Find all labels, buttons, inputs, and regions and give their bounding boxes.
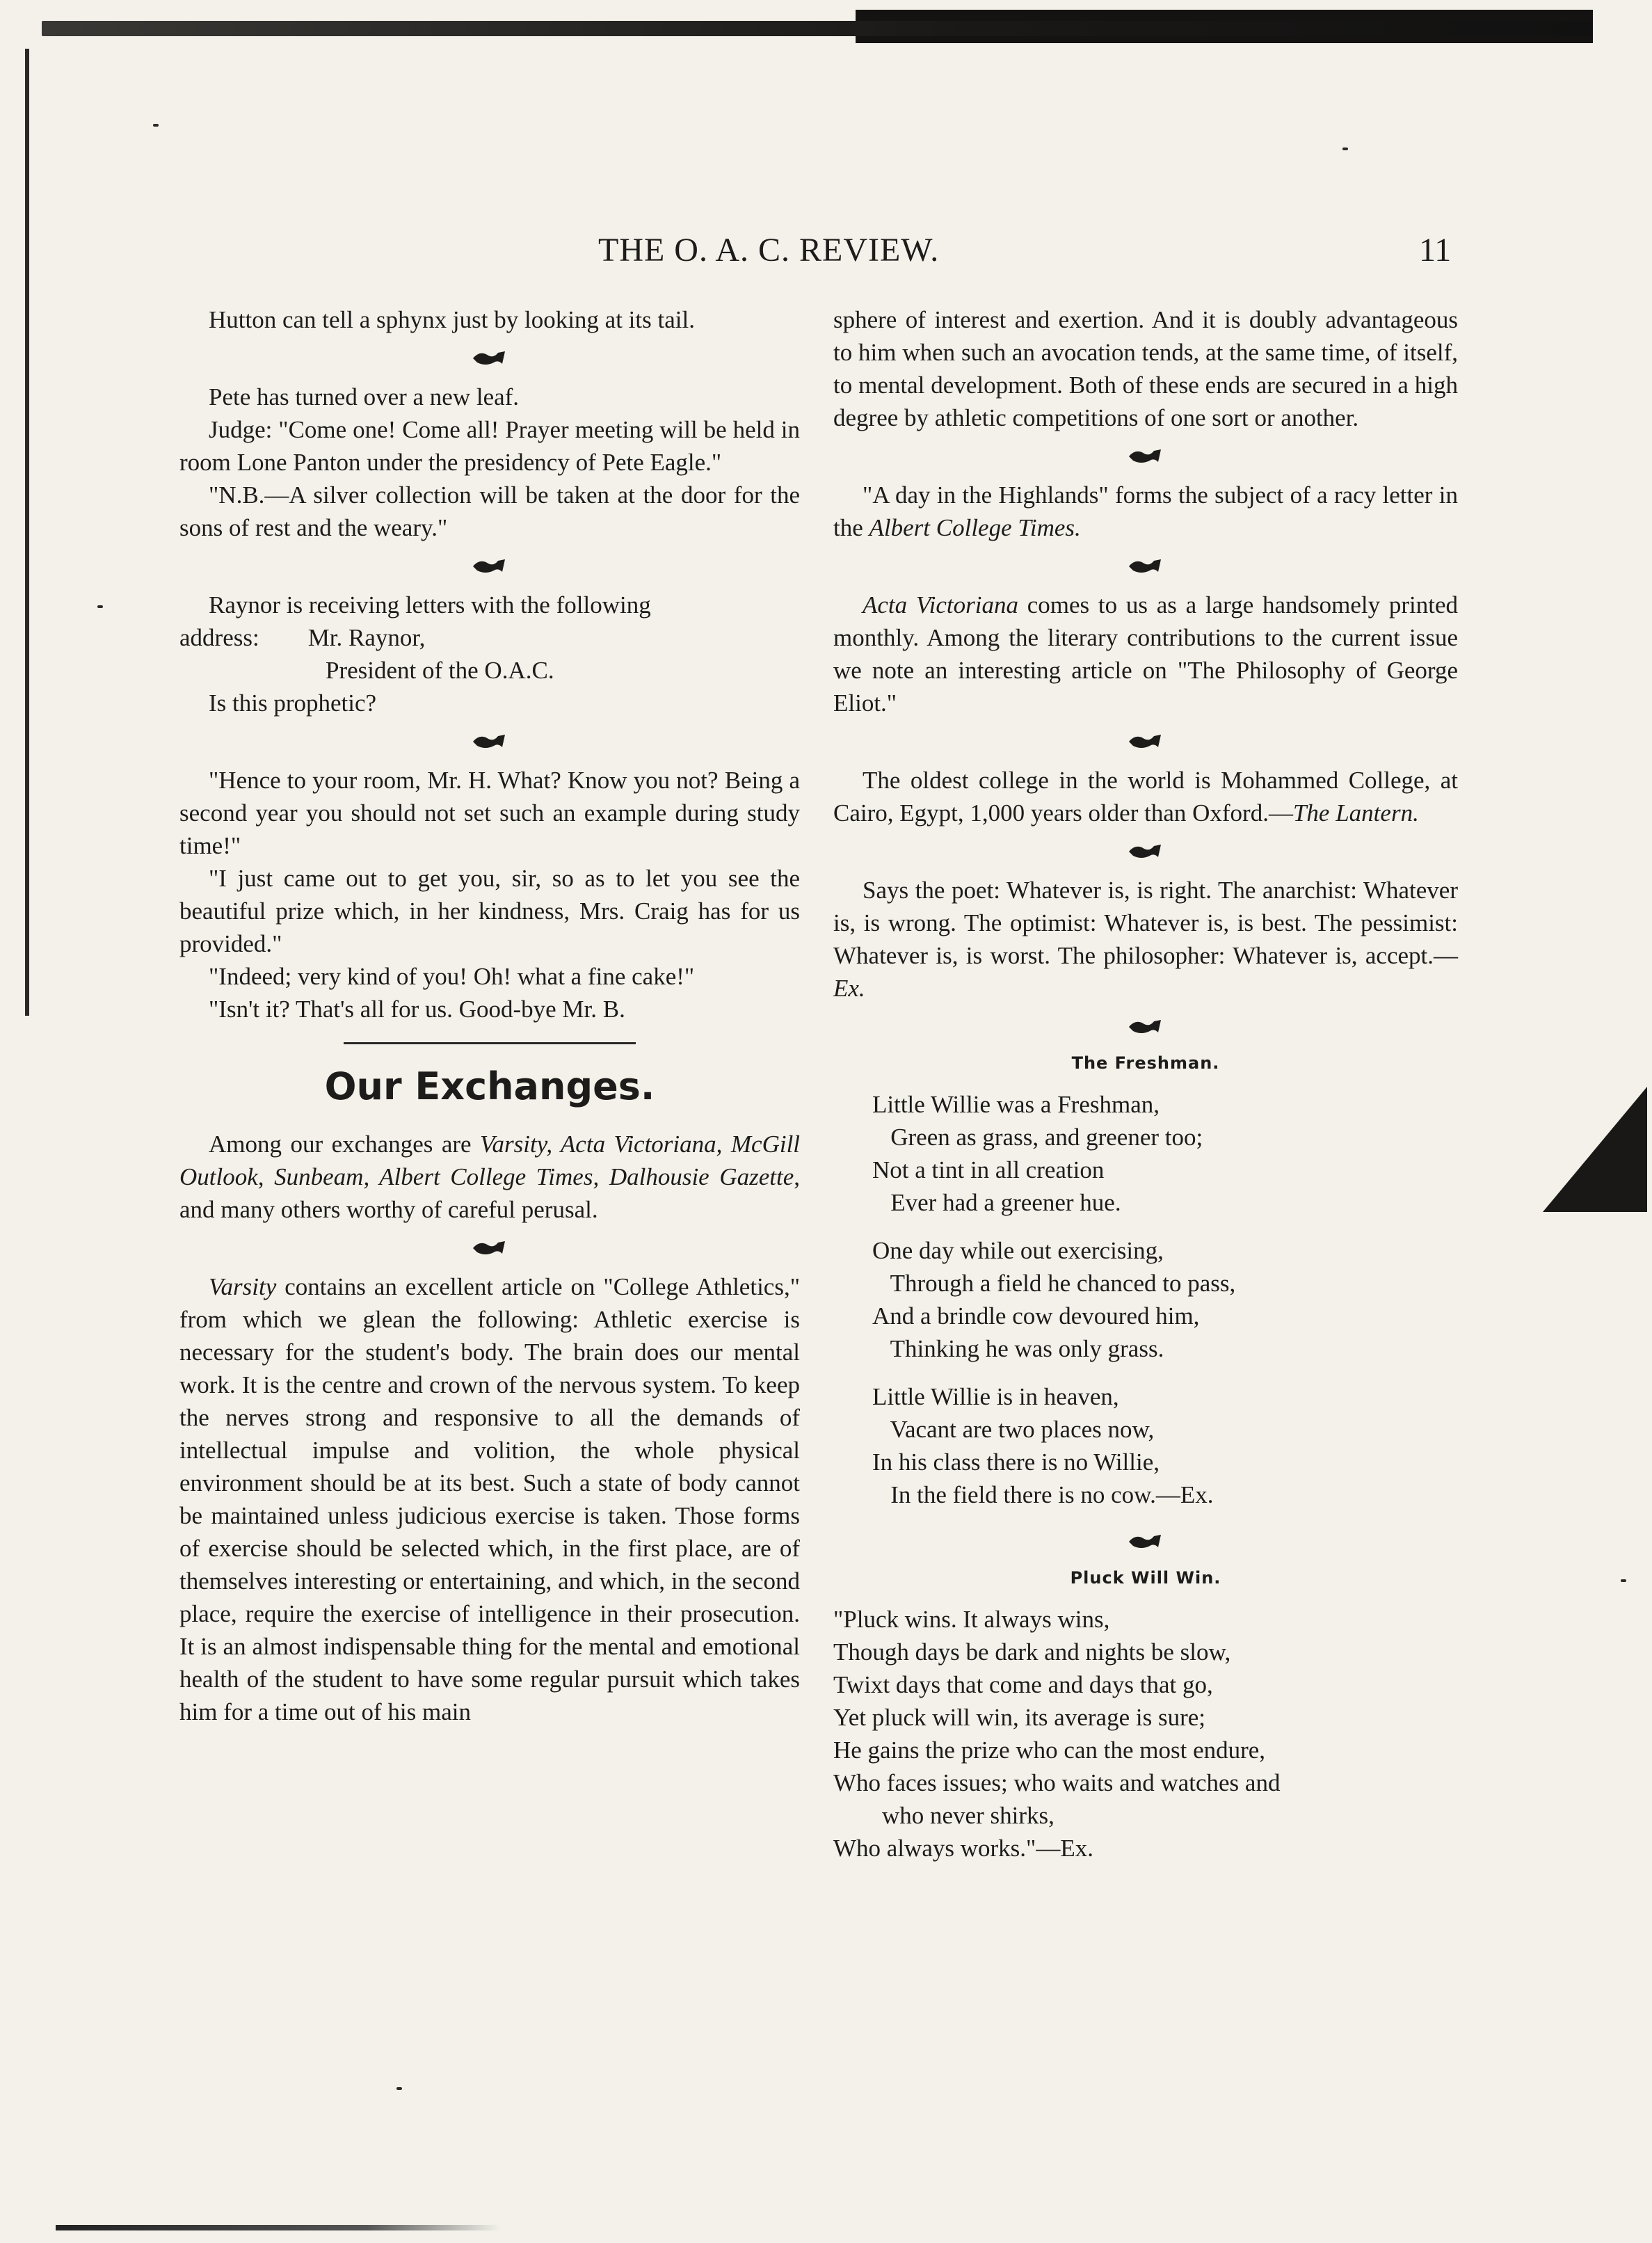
poem-line: Green as grass, and greener too; xyxy=(872,1124,1203,1151)
page-corner-fold xyxy=(1543,1087,1647,1212)
printer-ornament-icon xyxy=(470,726,509,754)
poem-line: Yet pluck will win, its average is sure; xyxy=(833,1704,1205,1731)
left-column xyxy=(179,303,800,1728)
poem-pluck-will-win xyxy=(833,1603,1458,1865)
paragraph: "N.B.—A silver collection will be taken at the door for the sons of rest and the weary." xyxy=(179,481,800,541)
scan-edge-left xyxy=(25,49,29,1016)
poem-line: In the field there is no cow.—Ex. xyxy=(872,1481,1214,1508)
poem-line: Little Willie is in heaven, xyxy=(872,1383,1119,1410)
speck xyxy=(97,605,103,608)
poem-line: One day while out exercising, xyxy=(872,1237,1164,1264)
poem-line: And a brindle cow devoured him, xyxy=(872,1302,1200,1330)
section-rule xyxy=(344,1042,636,1044)
italic-run: Ex. xyxy=(833,975,865,1002)
paragraph: Is this prophetic? xyxy=(209,689,377,717)
scan-edge-bottom xyxy=(56,2225,501,2230)
address-line: Raynor is receiving letters with the following xyxy=(209,591,651,618)
poem-line: who never shirks, xyxy=(833,1802,1054,1829)
stanza xyxy=(872,1088,1458,1219)
printer-ornament-icon xyxy=(1126,1526,1165,1554)
paragraph: Judge: "Come one! Come all! Prayer meeting will be held in room Lone Panton under the presidency of Pete Eagle." xyxy=(179,416,800,476)
italic-run: Varsity xyxy=(209,1273,277,1300)
stanza xyxy=(872,1234,1458,1365)
text-run: Among our exchanges are xyxy=(209,1131,481,1158)
poem-line: Twixt days that come and days that go, xyxy=(833,1671,1213,1698)
paragraph: "I just came out to get you, sir, so as to let you see the beautiful prize which, in her kindness, Mrs. Craig has for us provided." xyxy=(179,865,800,957)
text-run: comes to us as a large handsomely printed monthly. Among the literary contributions to the current issue we note an interesting article on "The Philosophy of George Eliot." xyxy=(833,591,1458,717)
text-run: "A day in the Highlands" forms the subject of a racy letter in the xyxy=(833,481,1458,541)
paragraph: "Isn't it? That's all for us. Good-bye Mr. B. xyxy=(209,996,625,1023)
address-line: President of the O.A.C. xyxy=(179,657,554,684)
text-run: Says the poet: Whatever is, is right. The anarchist: Whatever is, is wrong. The optimist: Whatever is, is best. The pessimist: Whatever is, is worst. The philosopher: Whatever is, accept.— xyxy=(833,877,1458,969)
printer-ornament-icon xyxy=(1126,441,1165,469)
poem-line: Little Willie was a Freshman, xyxy=(872,1091,1160,1118)
poem-title: The Freshman. xyxy=(1071,1053,1220,1073)
stanza xyxy=(872,1380,1458,1511)
poem-line: "Pluck wins. It always wins, xyxy=(833,1606,1110,1633)
paragraph: Hutton can tell a sphynx just by looking at its tail. xyxy=(209,306,695,333)
address-block xyxy=(179,589,800,687)
text-run: The oldest college in the world is Mohammed College, at Cairo, Egypt, 1,000 years older than Oxford.— xyxy=(833,767,1458,827)
poem-line: Ever had a greener hue. xyxy=(872,1189,1121,1216)
italic-run: Varsity, Acta Victoriana, McGill Outlook, Sunbeam, Albert College Times, Dalhousie Gazette xyxy=(179,1131,801,1190)
right-column xyxy=(833,303,1458,1865)
poem-line: Thinking he was only grass. xyxy=(872,1335,1164,1362)
printer-ornament-icon xyxy=(470,551,509,579)
paragraph: Pete has turned over a new leaf. xyxy=(209,383,520,410)
poem-line: Who faces issues; who waits and watches and xyxy=(833,1769,1281,1796)
italic-run: The Lantern. xyxy=(1292,799,1419,827)
poem-line: Vacant are two places now, xyxy=(872,1416,1155,1443)
section-heading: Our Exchanges. xyxy=(324,1064,655,1108)
speck xyxy=(396,2087,402,2090)
poem-title: Pluck Will Win. xyxy=(1070,1568,1221,1588)
poem-line: Through a field he chanced to pass, xyxy=(872,1270,1236,1297)
text-run: , and many others worthy of careful perusal. xyxy=(179,1163,800,1223)
italic-run: Acta Victoriana xyxy=(863,591,1018,618)
speck xyxy=(1621,1579,1626,1582)
scan-edge-top xyxy=(42,21,1593,36)
printer-ornament-icon xyxy=(1126,726,1165,754)
printer-ornament-icon xyxy=(1126,1012,1165,1039)
paragraph xyxy=(833,764,1458,829)
poem-line: He gains the prize who can the most endure, xyxy=(833,1737,1266,1764)
printer-ornament-icon xyxy=(1126,551,1165,579)
speck xyxy=(153,124,159,127)
italic-run: Albert College Times. xyxy=(869,514,1081,541)
page-number: 11 xyxy=(1419,232,1452,269)
printer-ornament-icon xyxy=(470,343,509,371)
speck xyxy=(1342,147,1348,150)
paragraph xyxy=(179,1128,800,1226)
paragraph xyxy=(179,1270,800,1728)
running-header: THE O. A. C. REVIEW. xyxy=(598,232,940,269)
poem-freshman xyxy=(833,1088,1458,1511)
paragraph xyxy=(833,589,1458,719)
paragraph xyxy=(833,874,1458,1005)
text-run: contains an excellent article on "College Athletics," from which we glean the following: Athletic exercise is necessary for the student's body. The brain does our mental work. It is the centre and crown of the nervous system. To keep the nerves strong and responsive to all the demands of intellectual impulse and volition, the whole physical environment should be at its best. Such a state of body cannot be maintained unless judicious exercise is taken. Those forms of exercise should be selected which, in the first place, are of themselves interesting or entertaining, and which, in the second place, require the exercise of intelligence in their prosecution. It is an almost indispensable thing for the mental and emotional health of the student to have some regular pursuit which takes him for a time out of his main xyxy=(179,1273,800,1725)
poem-line: Though days be dark and nights be slow, xyxy=(833,1638,1231,1666)
poem-line: Who always works."—Ex. xyxy=(833,1835,1093,1862)
paragraph xyxy=(833,479,1458,544)
printer-ornament-icon xyxy=(1126,836,1165,864)
poem-line: Not a tint in all creation xyxy=(872,1156,1105,1183)
paragraph: sphere of interest and exertion. And it is doubly advantageous to him when such an avocation tends, at the same time, of itself, to mental development. Both of these ends are secured in a high degree by athletic competitions of one sort or another. xyxy=(833,306,1458,431)
printer-ornament-icon xyxy=(470,1233,509,1261)
poem-line: In his class there is no Willie, xyxy=(872,1448,1160,1476)
paragraph: "Hence to your room, Mr. H. What? Know you not? Being a second year you should not set such an example during study time!" xyxy=(179,767,800,859)
paragraph: "Indeed; very kind of you! Oh! what a fine cake!" xyxy=(209,963,695,990)
address-line: address: Mr. Raynor, xyxy=(179,624,426,651)
